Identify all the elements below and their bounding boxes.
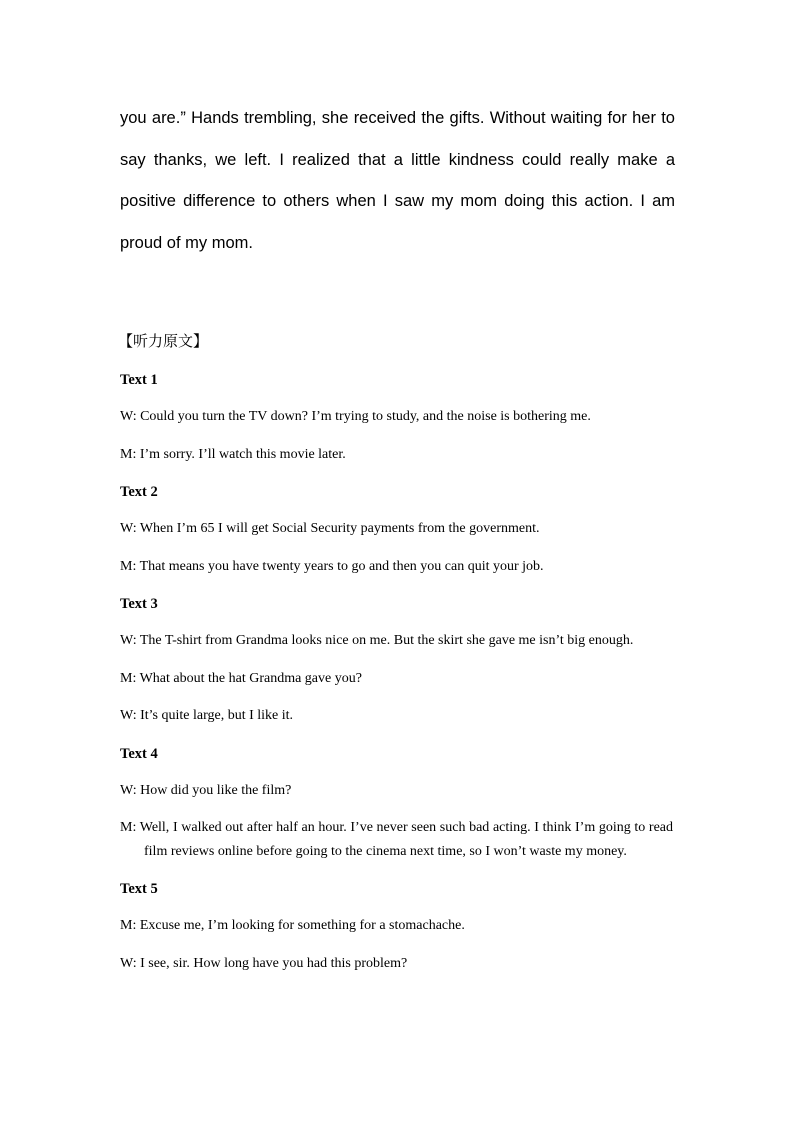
text-heading: Text 3	[120, 596, 158, 612]
transcript-text-1	[120, 368, 673, 467]
dialogue-line: W: I see, sir. How long have you had this problem?	[120, 955, 408, 971]
essay-section	[120, 98, 675, 264]
transcript-text-3	[120, 592, 673, 728]
dialogue-line: M: I’m sorry. I’ll watch this movie later.	[120, 446, 346, 462]
dialogue-line: M: Well, I walked out after half an hour. I’ve never seen such bad acting. I think I’m going to read film reviews online before going to the cinema next time, so I won’t waste my money.	[120, 820, 673, 859]
dialogue-line: M: That means you have twenty years to go and then you can quit your job.	[120, 558, 544, 574]
transcript-text-4	[120, 742, 673, 864]
dialogue-line: W: When I’m 65 I will get Social Security payments from the government.	[120, 521, 540, 536]
text-heading: Text 2	[120, 484, 158, 500]
dialogue-line: W: How did you like the film?	[120, 782, 292, 798]
text-heading: Text 4	[120, 745, 158, 762]
listening-transcript	[120, 368, 673, 989]
dialogue-line: W: It’s quite large, but I like it.	[120, 708, 294, 723]
transcript-text-5	[120, 877, 673, 976]
transcript-text-2	[120, 480, 673, 579]
dialogue-line: M: Excuse me, I’m looking for something for a stomachache.	[120, 918, 465, 933]
dialogue-line: W: Could you turn the TV down? I’m trying to study, and the noise is bothering me.	[120, 409, 591, 424]
text-heading: Text 5	[120, 881, 158, 897]
text-heading: Text 1	[120, 372, 158, 388]
dialogue-line: W: The T-shirt from Grandma looks nice on me. But the skirt she gave me isn’t big enough.	[120, 633, 634, 648]
listening-transcript-heading: 【听力原文】	[118, 332, 209, 350]
essay-paragraph: you are.” Hands trembling, she received the gifts. Without waiting for her to say thanks, we left. I realized that a little kindness could really make a positive difference to others when I saw my mom doing this action. I am proud of my mom.	[120, 109, 675, 252]
dialogue-line: M: What about the hat Grandma gave you?	[120, 670, 362, 686]
